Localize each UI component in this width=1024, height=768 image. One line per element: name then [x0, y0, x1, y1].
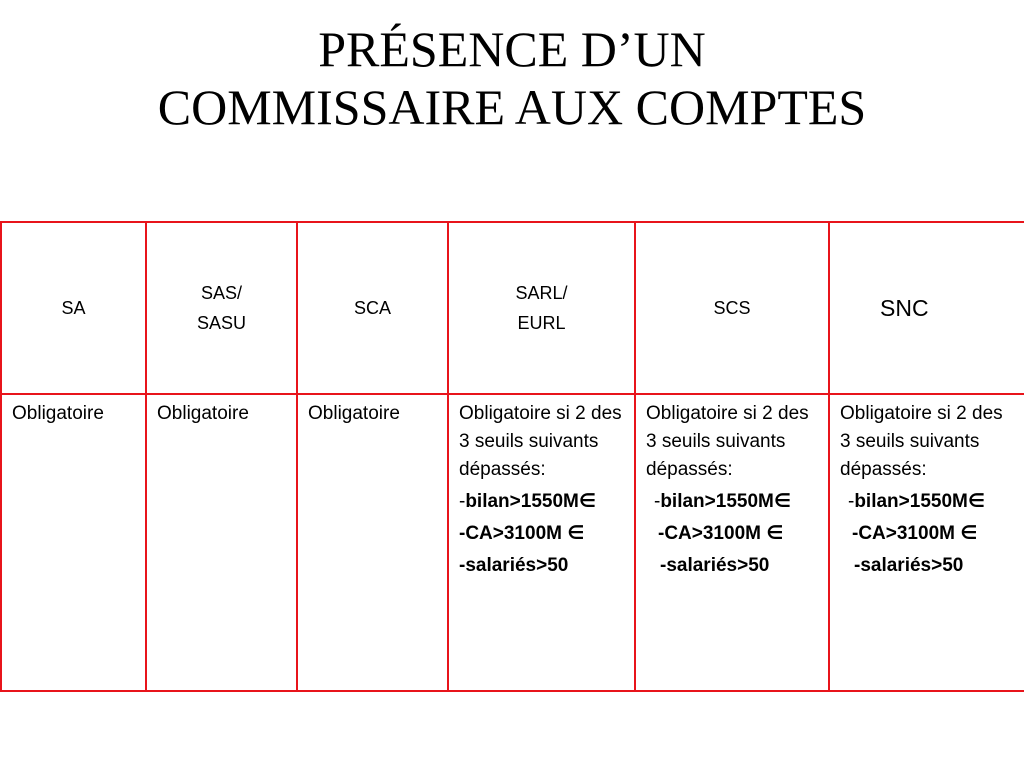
condition-dash: -	[654, 491, 661, 512]
condition-dash: -	[848, 491, 855, 512]
condition-salaries: -salariés>50	[854, 555, 964, 576]
header-cell-sarl	[448, 222, 635, 394]
condition-bilan	[459, 488, 626, 516]
title-line-1: PRÉSENCE D’UN	[318, 21, 706, 77]
header-label-2: EURL	[517, 313, 566, 333]
cell-sas-requirement: Obligatoire	[146, 394, 297, 691]
condition-bilan-text: bilan>1550M∈	[854, 491, 985, 512]
cell-sca-requirement: Obligatoire	[297, 394, 448, 691]
condition-dash: -	[459, 491, 466, 512]
header-label: SA	[61, 298, 86, 318]
header-label: SARL/	[515, 283, 568, 303]
condition-ca: -CA>3100M ∈	[658, 523, 784, 544]
condition-bilan-text: bilan>1550M∈	[465, 491, 596, 512]
header-label: SCA	[353, 298, 391, 318]
condition-salaries: -salariés>50	[459, 555, 569, 576]
table-header-row	[1, 222, 1024, 394]
condition-bilan-text: bilan>1550M∈	[660, 491, 791, 512]
cell-sa-requirement: Obligatoire	[1, 394, 146, 691]
header-cell-snc	[829, 222, 1024, 394]
condition-bilan	[646, 488, 820, 516]
condition-ca: -CA>3100M ∈	[459, 523, 585, 544]
condition-intro: Obligatoire si 2 des 3 seuils suivants dépassés:	[459, 403, 622, 480]
condition-ca: -CA>3100M ∈	[852, 523, 978, 544]
condition-intro: Obligatoire si 2 des 3 seuils suivants dépassés:	[646, 403, 809, 480]
header-label: SCS	[713, 298, 751, 318]
condition-salaries: -salariés>50	[660, 555, 770, 576]
header-label-2: SASU	[196, 313, 247, 333]
cell-sarl-requirement	[448, 394, 635, 691]
audit-requirements-table	[0, 221, 1024, 692]
title-line-2: COMMISSAIRE AUX COMPTES	[157, 79, 867, 135]
slide-title	[0, 20, 1024, 136]
header-cell-sca	[297, 222, 448, 394]
cell-scs-requirement	[635, 394, 829, 691]
header-cell-sa	[1, 222, 146, 394]
header-label: SAS/	[200, 283, 243, 303]
header-cell-scs	[635, 222, 829, 394]
condition-intro: Obligatoire si 2 des 3 seuils suivants dépassés:	[840, 403, 1003, 480]
header-cell-sas	[146, 222, 297, 394]
header-label: SNC	[880, 295, 929, 321]
condition-bilan	[840, 488, 1016, 516]
cell-snc-requirement	[829, 394, 1024, 691]
table-body-row	[1, 394, 1024, 691]
